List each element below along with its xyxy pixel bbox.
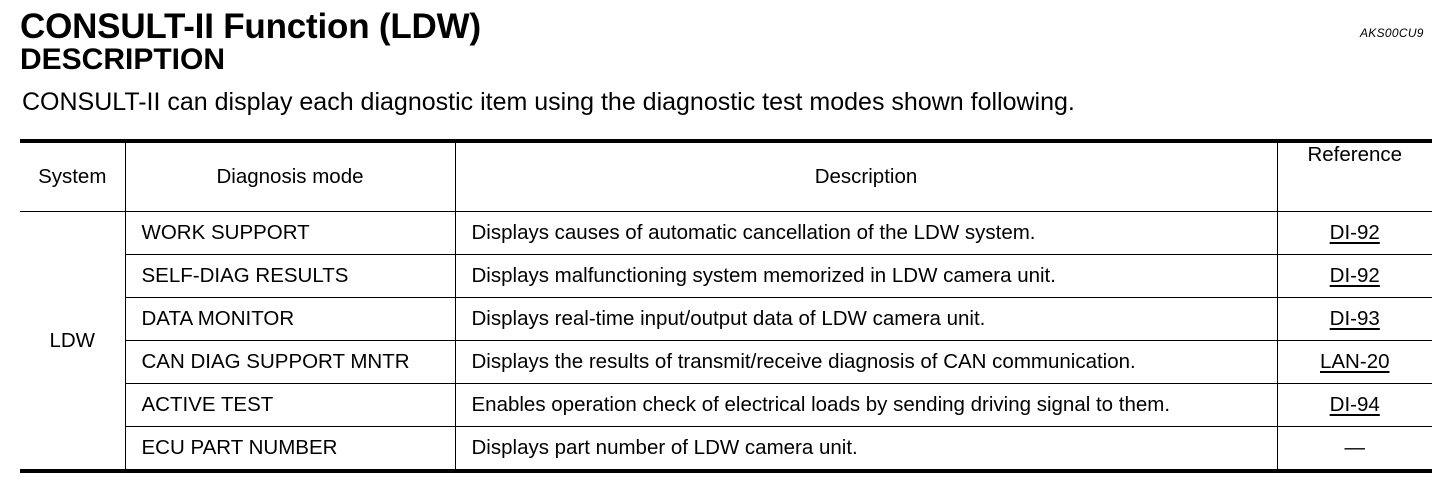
description-cell: Displays malfunctioning system memorized in LDW camera unit. — [455, 255, 1277, 298]
diagnosis-mode-cell: DATA MONITOR — [125, 298, 455, 341]
table-header-row — [20, 141, 1432, 212]
reference-link[interactable]: DI-93 — [1329, 307, 1380, 330]
system-cell: LDW — [20, 212, 125, 472]
column-header-system: System — [20, 141, 125, 212]
table-row — [20, 298, 1432, 341]
document-code: AKS00CU9 — [1360, 26, 1424, 40]
description-cell: Enables operation check of electrical loads by sending driving signal to them. — [455, 384, 1277, 427]
diagnosis-mode-cell: SELF-DIAG RESULTS — [125, 255, 455, 298]
table-row — [20, 427, 1432, 472]
description-cell: Displays the results of transmit/receive diagnosis of CAN communication. — [455, 341, 1277, 384]
reference-cell — [1277, 255, 1432, 298]
column-header-reference: Reference — [1277, 141, 1432, 212]
reference-cell: — — [1277, 427, 1432, 472]
column-header-description: Description — [455, 141, 1277, 212]
table-row — [20, 212, 1432, 255]
page-title: CONSULT-II Function (LDW) — [20, 7, 481, 46]
description-cell: Displays part number of LDW camera unit. — [455, 427, 1277, 472]
reference-cell — [1277, 384, 1432, 427]
reference-cell — [1277, 341, 1432, 384]
diagnosis-mode-cell: ACTIVE TEST — [125, 384, 455, 427]
table-row — [20, 341, 1432, 384]
reference-link[interactable]: DI-92 — [1329, 264, 1380, 287]
diagnosis-mode-cell: ECU PART NUMBER — [125, 427, 455, 472]
diagnosis-mode-table — [20, 139, 1432, 473]
intro-text: CONSULT-II can display each diagnostic item using the diagnostic test modes shown following. — [22, 88, 1075, 116]
reference-cell — [1277, 212, 1432, 255]
reference-link[interactable]: DI-92 — [1329, 221, 1380, 244]
column-header-diagnosis-mode: Diagnosis mode — [125, 141, 455, 212]
table-row — [20, 384, 1432, 427]
section-heading: DESCRIPTION — [20, 43, 226, 76]
reference-cell — [1277, 298, 1432, 341]
table-row — [20, 255, 1432, 298]
diagnosis-mode-cell: CAN DIAG SUPPORT MNTR — [125, 341, 455, 384]
reference-link[interactable]: DI-94 — [1329, 393, 1380, 416]
description-cell: Displays causes of automatic cancellation of the LDW system. — [455, 212, 1277, 255]
description-cell: Displays real-time input/output data of LDW camera unit. — [455, 298, 1277, 341]
diagnosis-mode-cell: WORK SUPPORT — [125, 212, 455, 255]
reference-link[interactable]: LAN-20 — [1319, 350, 1390, 373]
